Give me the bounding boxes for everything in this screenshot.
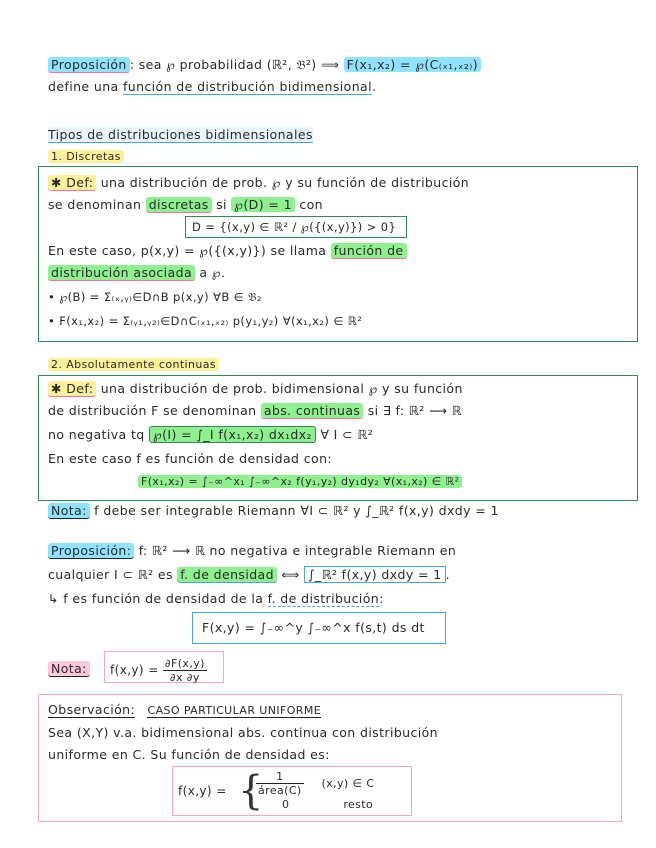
continuas-line1-text: una distribución de prob. bidimensional ℘ y su función [100,381,463,396]
discretas-line5-end: a ℘. [199,265,226,280]
observacion-title-line [48,701,321,720]
continuas-line2-b: si ∃ f: ℝ² ⟶ ℝ [367,403,462,418]
types-heading: Tipos de distribuciones bidimensionales [48,127,313,142]
prop1-formula: F(x₁,x₂) = ℘(C₍ₓ₁,ₓ₂₎) [344,57,481,72]
nota2-formula [110,657,207,684]
nota2-lhs: f(x,y) = [110,663,159,677]
prop2-line2 [48,566,450,584]
continuas-formula-line [138,473,462,491]
continuas-line3 [48,426,373,444]
prop1-label: Proposición [48,57,130,73]
observacion-title: CASO PARTICULAR UNIFORME [147,704,322,717]
nota2-num: ∂F(x,y) [164,657,205,670]
nota1-label: Nota: [48,503,90,519]
discretas-line2-c: con [299,197,323,212]
discretas-line2-a: se denominan [48,197,142,212]
continuas-term: abs. continuas [261,403,364,419]
nota2-label-line [48,660,90,678]
nota1-line [48,502,499,520]
discretas-line4-a: En este caso, p(x,y) = ℘({(x,y)}) se llama [48,243,327,258]
observacion-case2 [282,796,373,814]
discretas-bullet1: • ℘(B) = Σ₍ₓ,ᵧ₎∈D∩B p(x,y) ∀B ∈ 𝔅₂ [48,290,262,304]
discretas-line1-text: una distribución de prob. ℘ y su función de distribución [100,175,470,190]
discretas-bullet2: • F(x₁,x₂) = Σ₍ᵧ₁,ᵧ₂₎∈D∩C₍ₓ₁,ₓ₂₎ p(y₁,y₂) ∀(x₁,x₂) ∈ ℝ² [48,314,363,328]
discretas-line4 [48,242,407,260]
observacion-case1 [256,770,374,797]
continuas-line2-a: de distribución F se denominan [48,403,257,418]
observacion-case1-cond: (x,y) ∈ C [321,776,375,790]
observacion-case1-frac [256,770,304,797]
nota2-label: Nota: [48,661,90,677]
discretas-def-label: ✱ Def: [48,175,96,191]
prop2-line3-end: : [379,591,384,606]
observacion-brace: { [238,768,264,814]
observacion-label: Observación: [48,702,136,717]
continuas-line2 [48,402,462,420]
discretas-line1 [48,174,469,192]
types-heading-line [48,126,313,144]
prop2-formula: F(x,y) = ∫₋∞^y ∫₋∞^x f(s,t) ds dt [202,620,425,635]
prop2-line3-term: f. de distribución [267,591,380,606]
prop2-line3 [48,590,384,608]
continuas-formula: F(x₁,x₂) = ∫₋∞^x₁ ∫₋∞^x₂ f(y₁,y₂) dy₁dy₂ ∀(x₁,x₂) ∈ ℝ² [138,475,462,488]
prop2-line2-end: . [445,567,450,582]
continuas-line3-a: no negativa tq [48,427,145,442]
discretas-cond: ℘(D) = 1 [231,197,295,212]
nota2-den: ∂x ∂y [169,671,200,684]
discretas-line2-b: si [216,197,227,212]
types-sub2: 2. Absolutamente continuas [48,358,219,371]
continuas-line1 [48,380,463,398]
discretas-line5-term: distribución asociada [48,265,195,281]
continuas-def-label: ✱ Def: [48,381,96,397]
continuas-formula-inline: ℘(I) = ∫_I f(x₁,x₂) dx₁dx₂ [149,426,316,443]
prop2-term: f. de densidad [177,567,277,583]
types-sub2-line [48,356,219,374]
prop2-line1 [48,542,456,560]
nota1-text: f debe ser integrable Riemann ∀I ⊂ ℝ² y ∫_ℝ² f(x,y) dxdy = 1 [94,503,499,518]
discretas-term: discretas [146,197,212,213]
prop1-text: : sea ℘ probabilidad (ℝ², 𝔅²) ⟹ [129,57,340,72]
observacion-line1: Sea (X,Y) v.a. bidimensional abs. continua con distribución [48,725,438,740]
prop1-line2-text: define una [48,79,119,94]
prop1-term: función de distribución bidimensional [122,79,372,94]
continuas-line4: En este caso f es función de densidad con: [48,451,332,466]
observacion-line2: uniforme en C. Su función de densidad es: [48,747,330,762]
discretas-set-formula: D = {(x,y) ∈ ℝ² / ℘({(x,y)}) > 0} [192,220,397,234]
prop2-line2-a: cualquier I ⊂ ℝ² es [48,567,173,582]
discretas-line5 [48,264,225,282]
observacion-case2-cond: resto [343,798,374,811]
prop2-formula-inline: ∫_ℝ² f(x,y) dxdy = 1 [304,566,446,583]
prop2-line3-a: ↳ f es función de densidad de la [48,591,264,606]
observacion-case1-num: 1 [256,770,304,784]
prop2-line1-text: f: ℝ² ⟶ ℝ no negativa e integrable Riemann en [138,543,457,558]
nota2-fraction [163,657,207,684]
types-sub1-line [48,148,124,166]
observacion-case2-val: 0 [282,798,290,811]
prop2-iff: ⟺ [281,567,300,582]
discretas-line2 [48,196,323,214]
types-sub1: 1. Discretas [48,150,124,163]
observacion-case1-den: área(C) [258,784,302,797]
discretas-line4-term: función de [331,243,407,259]
prop1-line1 [48,56,481,74]
prop2-label: Proposición: [48,543,134,559]
observacion-lhs: f(x,y) = [178,784,227,798]
prop1-line2 [48,78,376,96]
prop1-line2-end: . [371,79,377,94]
continuas-line3-b: ∀ I ⊂ ℝ² [320,427,374,442]
